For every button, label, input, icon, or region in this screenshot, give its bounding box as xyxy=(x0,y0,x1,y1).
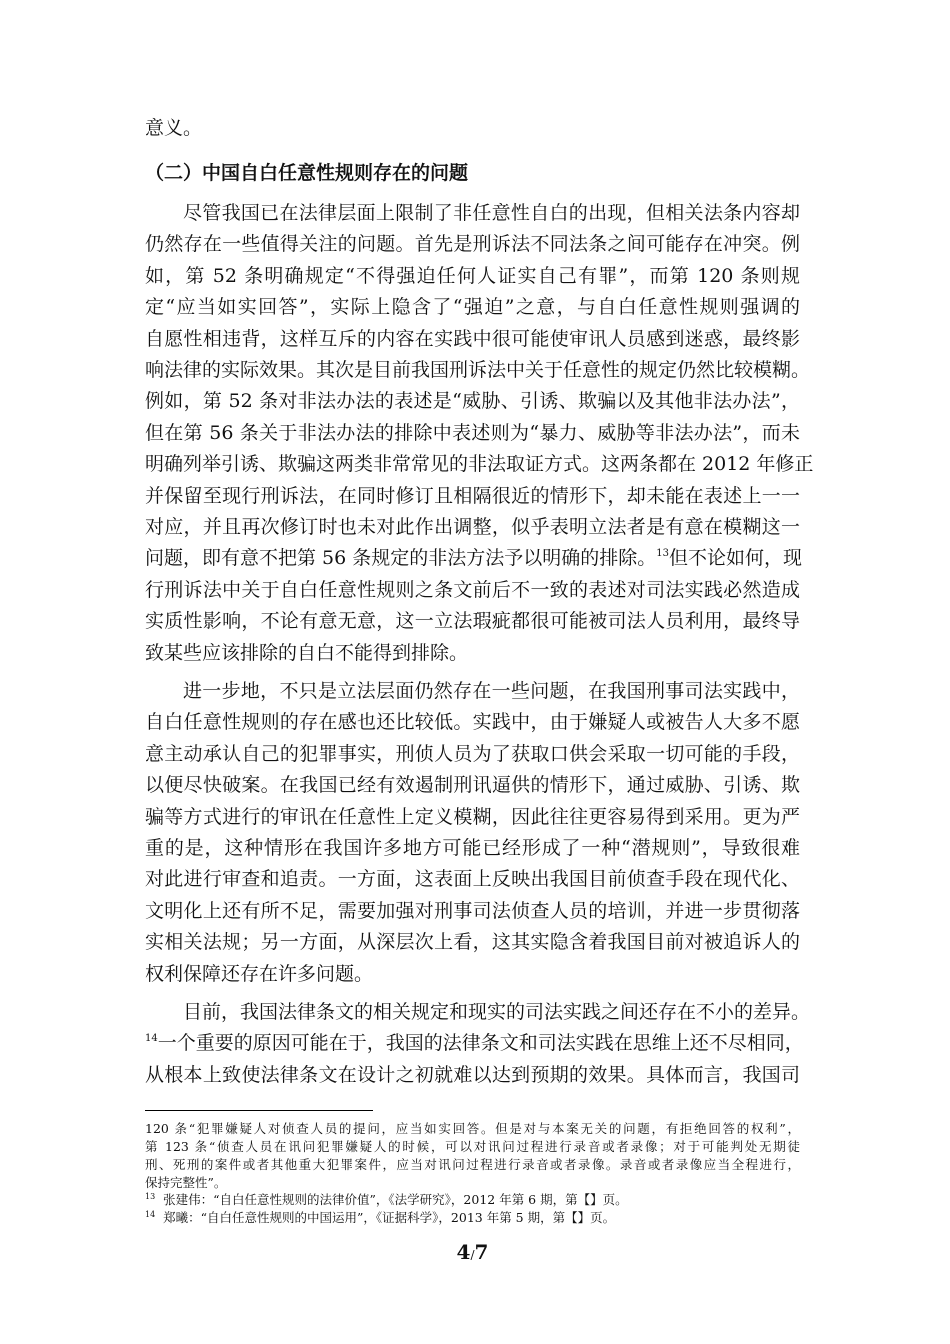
text-line xyxy=(145,962,800,986)
page-number xyxy=(145,1240,800,1264)
text-line xyxy=(145,452,814,476)
text-line xyxy=(145,930,800,954)
line-text: 重的是，这种情形在我国许多地方可能已经形成了一种“潜规则”，导致很难 xyxy=(145,837,800,859)
text-line xyxy=(145,1031,804,1055)
text-line xyxy=(183,201,800,225)
text-line xyxy=(145,515,800,539)
line-text: 以便尽快破案。在我国已经有效遏制刑讯逼供的情形下，通过威胁、引诱、欺 xyxy=(145,774,800,797)
text-line xyxy=(145,867,800,891)
text-line xyxy=(145,578,800,602)
text-line xyxy=(145,1063,800,1087)
line-text: 进一步地，不只是立法层面仍然存在一些问题，在我国刑事司法实践中， xyxy=(183,680,800,702)
text-line xyxy=(145,773,800,797)
text-line xyxy=(145,899,800,923)
footnote-text: 第 123 条“侦查人员在讯问犯罪嫌疑人的时候，可以对讯问过程进行录音或者录像；对于可能判处无期徒 xyxy=(145,1139,800,1154)
line-text: 问题，即有意不把第 56 条规定的非法方法予以明确的排除。 xyxy=(145,547,657,570)
footnote xyxy=(145,1139,800,1155)
line-text: 例如，第 52 条对非法办法的表述是“威胁、引诱、欺骗以及其他非法办法”， xyxy=(145,390,800,413)
line-text: 致某些应该排除的自白不能得到排除。 xyxy=(145,641,469,664)
text-line xyxy=(183,679,800,703)
page-separator: / xyxy=(470,1248,475,1262)
continued-text: 意义。 xyxy=(145,117,203,139)
text-line xyxy=(145,421,800,445)
text-line xyxy=(145,389,800,413)
footnote xyxy=(145,1121,800,1137)
text-line xyxy=(145,710,800,734)
text-line xyxy=(145,232,800,256)
footnote-text: 120 条“犯罪嫌疑人对侦查人员的提问，应当如实回答。但是对与本案无关的问题，有拒绝回答的权利”， xyxy=(145,1121,800,1136)
footnote xyxy=(145,1175,800,1191)
text-line xyxy=(145,327,800,351)
footnote xyxy=(145,1157,800,1173)
text-line xyxy=(145,484,800,508)
line-text: 目前，我国法律条文的相关规定和现实的司法实践之间还存在不小的差异。 xyxy=(183,1001,811,1023)
footnote-number: 13 xyxy=(145,1192,156,1201)
line-text: 但在第 56 条关于非法办法的排除中表述则为“暴力、威胁等非法办法”，而未 xyxy=(145,421,800,444)
line-text: 明确列举引诱、欺骗这两类非常常见的非法取证方式。这两条都在 2012 年修正 xyxy=(145,453,814,476)
line-text: 对此进行审查和追责。一方面，这表面上反映出我国目前侦查手段在现代化、 xyxy=(145,868,800,891)
line-text: 实质性影响，不论有意无意，这一立法瑕疵都很可能被司法人员利用，最终导 xyxy=(145,610,800,633)
line-text: 如，第 52 条明确规定“不得强迫任何人证实自己有罪”，而第 120 条则规 xyxy=(145,264,800,287)
page-total: 7 xyxy=(474,1240,489,1264)
line-text: 仍然存在一些值得关注的问题。首先是刑诉法不同法条之间可能存在冲突。例 xyxy=(145,233,800,256)
text-line xyxy=(145,264,800,288)
footnote xyxy=(145,1192,800,1208)
line-text: 对应，并且再次修订时也未对此作出调整，似乎表明立法者是有意在模糊这一 xyxy=(145,516,800,538)
text-line xyxy=(145,358,811,382)
section-heading: （二）中国自白任意性规则存在的问题 xyxy=(145,162,469,184)
line-text: 响法律的实际效果。其次是目前我国刑诉法中关于任意性的规定仍然比较模糊。 xyxy=(145,359,811,381)
page-current: 4 xyxy=(456,1240,471,1264)
footnote-separator xyxy=(145,1110,373,1111)
line-text: 自白任意性规则的存在感也还比较低。实践中，由于嫌疑人或被告人大多不愿 xyxy=(145,711,800,734)
line-text: 意主动承认自己的犯罪事实，刑侦人员为了获取口供会采取一切可能的手段， xyxy=(145,742,800,765)
footnote-ref[interactable]: 14 xyxy=(145,1033,158,1045)
text-line xyxy=(145,546,803,570)
text-line xyxy=(183,1000,811,1024)
line-text: 定“应当如实回答”，实际上隐含了“强迫”之意，与自白任意性规则强调的 xyxy=(145,296,800,319)
text-line xyxy=(145,805,800,829)
footnote-text: 郑曦：“自白任意性规则的中国运用”，《证据科学》，2013 年第 5 期，第【】页。 xyxy=(155,1210,616,1225)
text-line xyxy=(145,742,800,766)
footnote-text: 张建伟：“自白任意性规则的法律价值”，《法学研究》，2012 年第 6 期，第【】页。 xyxy=(155,1192,628,1207)
footnote-text: 刑、死刑的案件或者其他重大犯罪案件，应当对讯问过程进行录音或者录像。录音或者录像应当全程进行， xyxy=(145,1157,800,1172)
line-text: 并保留至现行刑诉法，在同时修订且相隔很近的情形下，却未能在表述上一一 xyxy=(145,484,800,507)
text-line xyxy=(145,609,800,633)
text-line xyxy=(145,295,800,319)
line-text: 实相关法规；另一方面，从深层次上看，这其实隐含着我国目前对被追诉人的 xyxy=(145,931,800,954)
line-text: 尽管我国已在法律层面上限制了非任意性自白的出现，但相关法条内容却 xyxy=(183,202,800,224)
footnote-text: 保持完整性”。 xyxy=(145,1175,227,1190)
line-text: 但不论如何，现 xyxy=(669,547,803,570)
line-text: 权利保障还存在许多问题。 xyxy=(145,962,374,985)
line-text: 从根本上致使法律条文在设计之初就难以达到预期的效果。具体而言，我国司 xyxy=(145,1063,800,1086)
footnote-number: 14 xyxy=(145,1210,156,1219)
line-text: 文明化上还有所不足，需要加强对刑事司法侦查人员的培训，并进一步贯彻落 xyxy=(145,899,800,922)
text-line xyxy=(145,836,800,860)
footnote-ref[interactable]: 13 xyxy=(656,548,669,560)
line-text: 行刑诉法中关于自白任意性规则之条文前后不一致的表述对司法实践必然造成 xyxy=(145,578,800,601)
text-line xyxy=(145,641,800,665)
line-text: 骗等方式进行的审讯在任意性上定义模糊，因此往往更容易得到采用。更为严 xyxy=(145,805,800,828)
line-text: 自愿性相违背，这样互斥的内容在实践中很可能使审讯人员感到迷惑，最终影 xyxy=(145,327,800,350)
line-text: 一个重要的原因可能在于，我国的法律条文和司法实践在思维上还不尽相同， xyxy=(157,1032,804,1055)
footnote xyxy=(145,1210,800,1226)
